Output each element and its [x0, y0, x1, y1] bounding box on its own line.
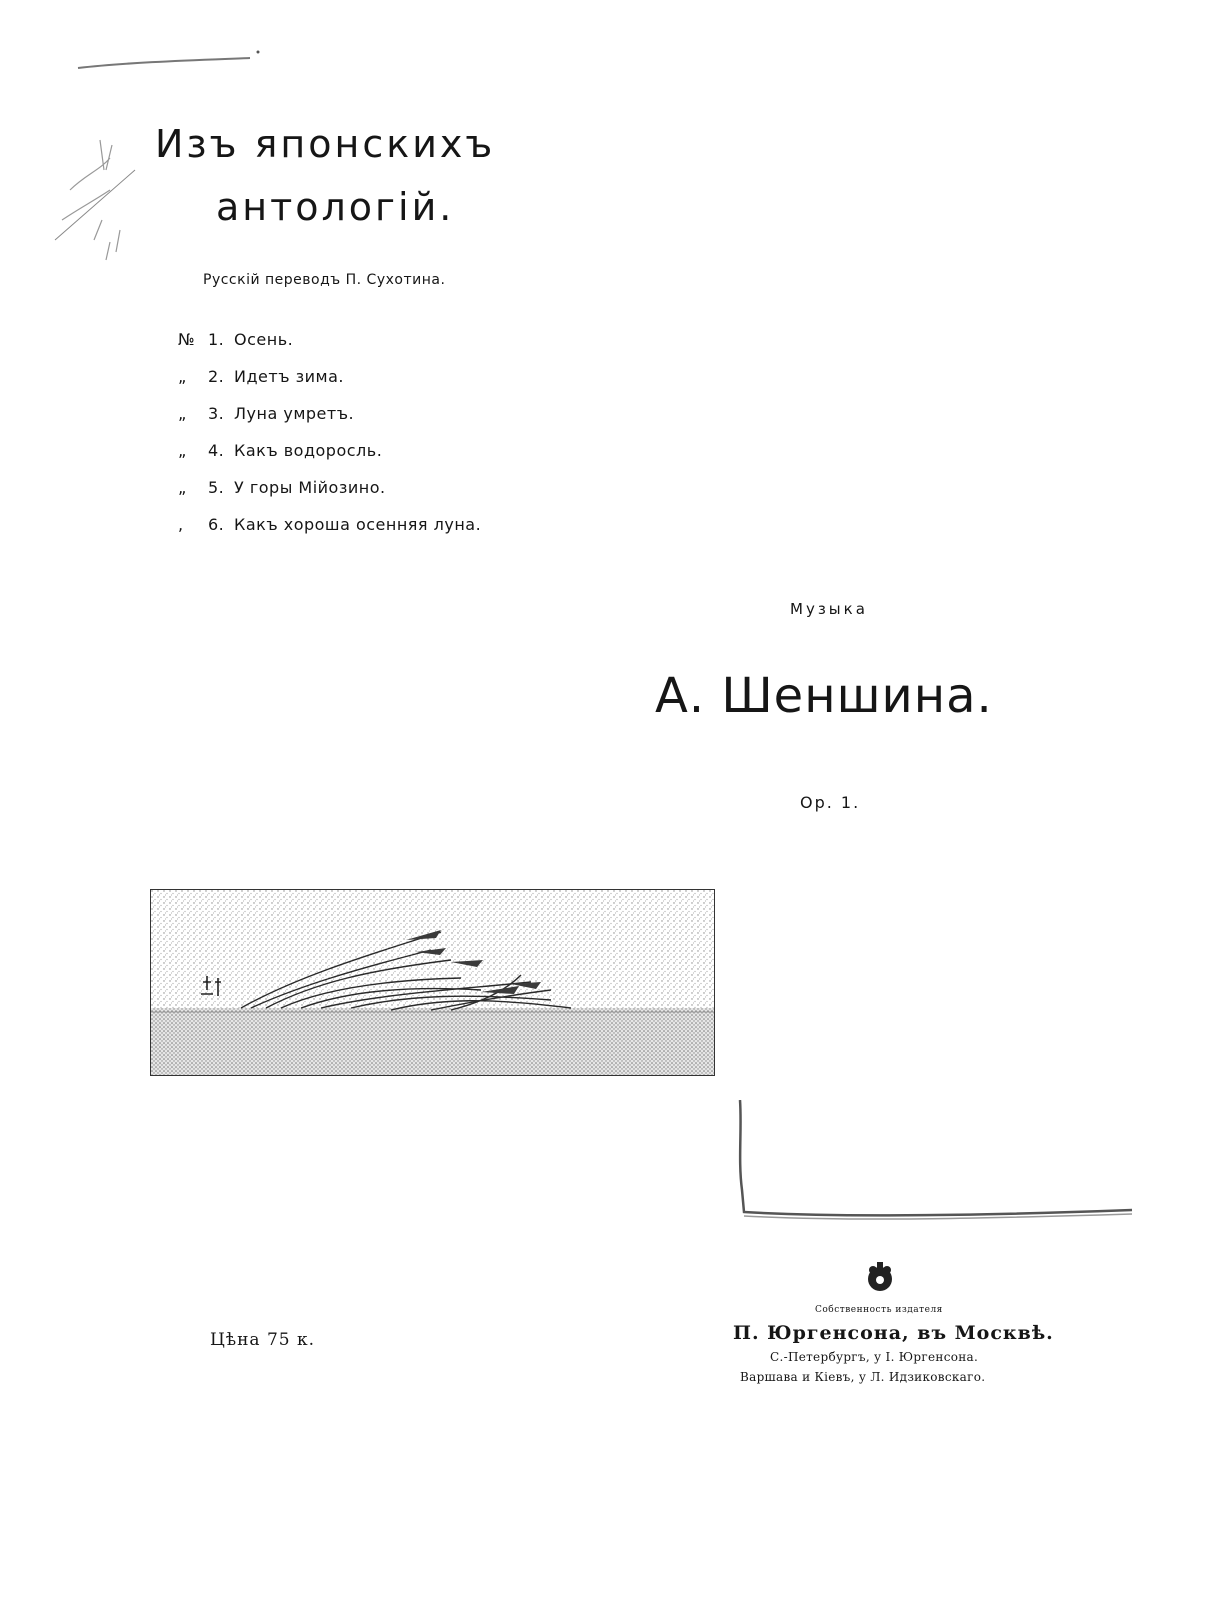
- reeds-illustration: [150, 889, 715, 1076]
- scan-marks: [40, 40, 300, 300]
- list-mark: „: [178, 404, 187, 423]
- list-mark: „: [178, 441, 187, 460]
- list-number: 6.: [208, 515, 225, 534]
- price-label: Цѣна 75 к.: [210, 1330, 316, 1350]
- song-title: Какъ хороша осенняя луна.: [234, 515, 482, 534]
- list-number: 3.: [208, 404, 225, 423]
- ownership-note: Собственность издателя: [815, 1305, 943, 1315]
- list-number: 4.: [208, 441, 225, 460]
- translator-credit: Русскій переводъ П. Сухотина.: [203, 272, 446, 288]
- publisher-name: П. Юргенсона, въ Москвѣ.: [733, 1322, 1054, 1344]
- tear-line: [720, 1100, 1140, 1230]
- song-title: У горы Мійозино.: [234, 478, 386, 497]
- list-item: [178, 478, 481, 515]
- song-list: [178, 330, 481, 552]
- publisher-branch-2: Варшава и Кіевъ, у Л. Идзиковскаго.: [740, 1370, 986, 1384]
- song-title: Луна умретъ.: [234, 404, 355, 423]
- list-number: 5.: [208, 478, 225, 497]
- list-mark: ,: [178, 515, 184, 534]
- list-number: 1.: [208, 330, 225, 349]
- list-mark: №: [178, 330, 196, 349]
- list-item: [178, 330, 481, 367]
- list-item: [178, 515, 481, 552]
- publisher-branch-1: С.-Петербургъ, у I. Юргенсона.: [770, 1350, 979, 1364]
- list-item: [178, 367, 481, 404]
- list-item: [178, 404, 481, 441]
- list-mark: „: [178, 367, 187, 386]
- song-title: Какъ водоросль.: [234, 441, 383, 460]
- list-item: [178, 441, 481, 478]
- title-line-1: Изъ японскихъ: [155, 122, 496, 166]
- list-number: 2.: [208, 367, 225, 386]
- song-title: Осень.: [234, 330, 294, 349]
- music-label: Музыка: [790, 600, 868, 618]
- opus-number: Op. 1.: [800, 793, 861, 812]
- composer-name: А. Шеншина.: [655, 668, 993, 724]
- list-mark: „: [178, 478, 187, 497]
- reeds-drawing: [151, 890, 714, 1075]
- song-title: Идетъ зима.: [234, 367, 344, 386]
- double-headed-eagle-icon: [862, 1260, 898, 1296]
- title-line-2: антологій.: [216, 185, 455, 229]
